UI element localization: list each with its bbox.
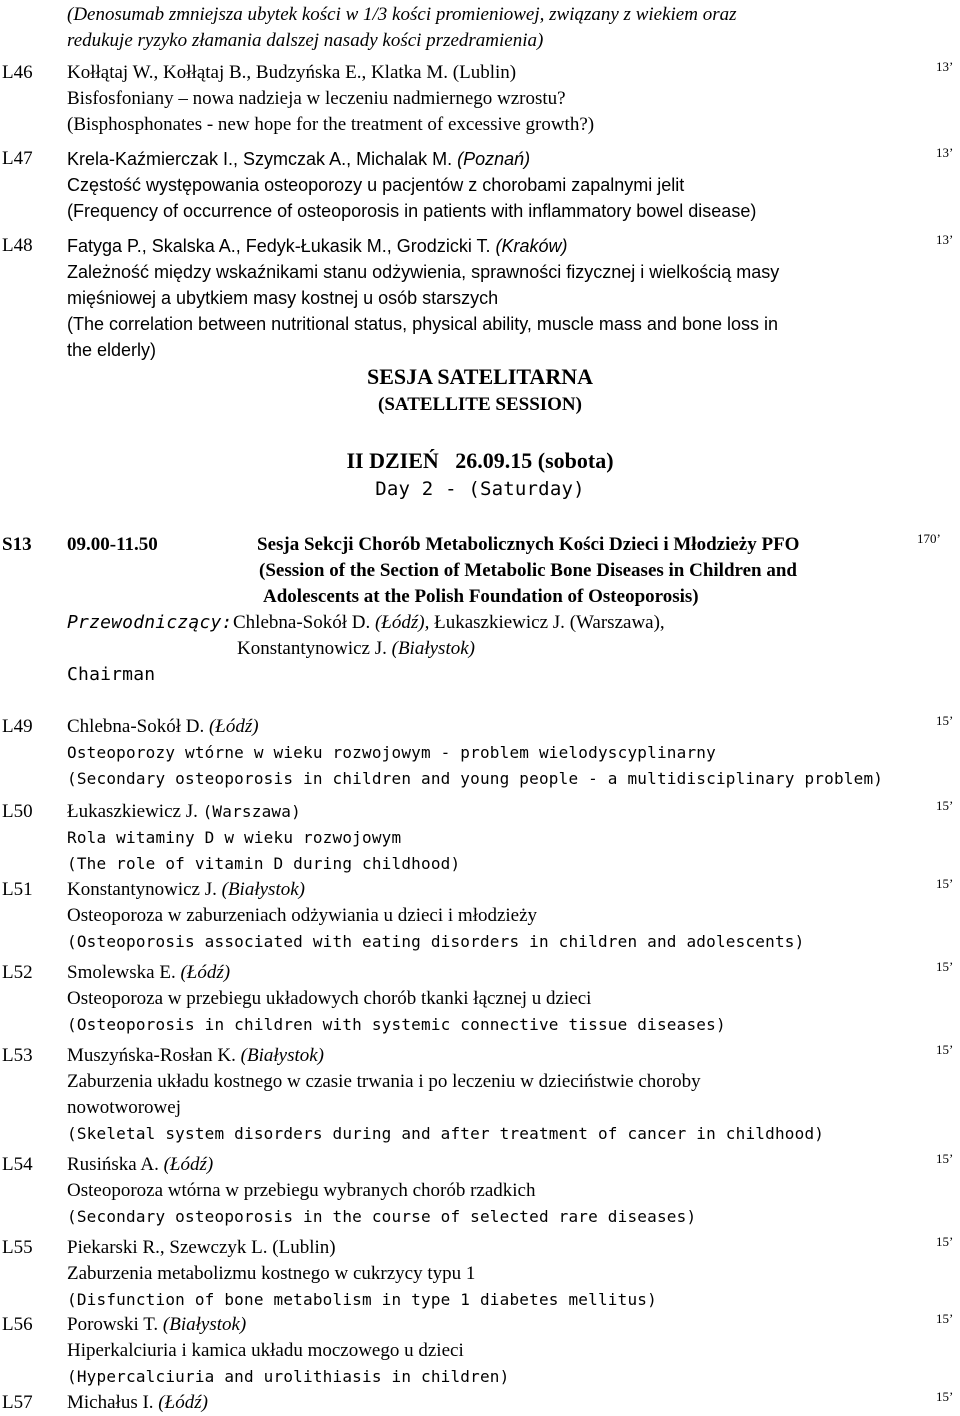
city-text: (Łódź)	[180, 962, 231, 983]
day-title: II DZIEŃ 26.09.15 (sobota)	[346, 448, 614, 473]
city-text: (Białystok)	[221, 879, 305, 900]
lecture-duration: 15’	[936, 1151, 954, 1166]
chair-name: Chlebna-Sokół D.	[233, 612, 371, 633]
lecture-title-pl: Częstość występowania osteoporozy u pacjentów z chorobami zapalnymi jelit	[67, 175, 685, 195]
lecture-title-pl: Osteoporoza w przebiegu układowych chorób tkanki łącznej u dzieci	[67, 988, 592, 1009]
lecture-authors	[67, 60, 516, 86]
lecture-authors	[67, 1312, 246, 1338]
lecture-duration: 15’	[936, 876, 954, 891]
lecture-code: L53	[2, 1045, 33, 1066]
authors-text: Kołłątaj W., Kołłątaj B., Budzyńska E., Klatka M.	[67, 62, 449, 83]
lecture-title-pl-1: Zależność między wskaźnikami stanu odżywienia, sprawności fizycznej i wielkością masy	[67, 262, 780, 282]
city-text: (Łódź)	[208, 716, 259, 737]
lecture-title-en: (Secondary osteoporosis in the course of selected rare diseases)	[67, 1207, 697, 1226]
lecture-authors	[67, 1043, 324, 1069]
chair-city: (Łódź),	[374, 612, 430, 633]
chair-name: Łukaszkiewicz J.	[434, 612, 565, 633]
city-text: (Warszawa)	[202, 802, 301, 821]
lecture-title-en: (The role of vitamin D during childhood)	[67, 854, 461, 873]
intro-line-1: (Denosumab zmniejsza ubytek kości w 1/3 kości promieniowej, związany z wiekiem oraz	[67, 4, 737, 25]
authors-text: Michałus I.	[67, 1392, 154, 1413]
authors-text: Łukaszkiewicz J.	[67, 801, 198, 822]
lecture-authors	[67, 1235, 336, 1261]
lecture-title-en: (Frequency of occurrence of osteoporosis in patients with inflammatory bowel disease)	[67, 201, 757, 221]
chair-name: Konstantynowicz J.	[237, 638, 387, 659]
lecture-authors	[67, 233, 568, 259]
lecture-code: L52	[2, 962, 33, 983]
authors-text: Chlebna-Sokół D.	[67, 716, 205, 737]
day-subtitle: Day 2 - (Saturday)	[375, 478, 585, 500]
lecture-duration: 15’	[936, 798, 954, 813]
lecture-authors	[67, 714, 259, 740]
session-time: 09.00-11.50	[67, 534, 158, 555]
lecture-code: L51	[2, 879, 33, 900]
session-title-en-1: (Session of the Section of Metabolic Bone Diseases in Children and	[259, 560, 798, 581]
lecture-title-en-2: the elderly)	[67, 340, 157, 360]
satellite-title: SESJA SATELITARNA	[367, 364, 593, 389]
city-text: (Lublin)	[452, 62, 517, 83]
authors-text: Krela-Kaźmierczak I., Szymczak A., Michalak M.	[67, 149, 453, 169]
authors-text: Muszyńska-Rosłan K.	[67, 1045, 236, 1066]
intro-line-2: redukuje ryzyko złamania dalszej nasady kości przedramienia)	[67, 30, 544, 51]
lecture-title-pl: Zaburzenia metabolizmu kostnego w cukrzycy typu 1	[67, 1263, 476, 1284]
lecture-title-pl: Osteoporoza wtórna w przebiegu wybranych chorób rzadkich	[67, 1180, 536, 1201]
lecture-title-pl: Osteoporoza w zaburzeniach odżywiania u dzieci i młodzieży	[67, 905, 538, 926]
lecture-title-pl: Rola witaminy D w wieku rozwojowym	[67, 828, 402, 847]
lecture-title-pl: Hiperkalciuria i kamica układu moczowego u dzieci	[67, 1340, 464, 1361]
lecture-code: L55	[2, 1237, 33, 1258]
lecture-code: L49	[2, 716, 33, 737]
lecture-duration: 15’	[936, 1311, 954, 1326]
lecture-code: L46	[2, 62, 33, 83]
lecture-title-en-1: (The correlation between nutritional status, physical ability, muscle mass and bone loss in	[67, 314, 779, 334]
city-text: (Łódź)	[158, 1392, 208, 1413]
authors-text: Fatyga P., Skalska A., Fedyk-Łukasik M., Grodzicki T.	[67, 236, 491, 256]
lecture-authors	[67, 1152, 213, 1178]
authors-text: Porowski T.	[67, 1314, 159, 1335]
lecture-authors	[67, 877, 305, 903]
chair-line-2	[237, 636, 475, 662]
chair-city: (Białystok)	[391, 638, 475, 659]
authors-text: Konstantynowicz J.	[67, 879, 217, 900]
lecture-title-en: (Osteoporosis in children with systemic connective tissue diseases)	[67, 1015, 726, 1034]
lecture-title-pl-2: mięśniowej a ubytkiem masy kostnej u osób starszych	[67, 288, 499, 308]
lecture-duration: 15’	[936, 1042, 954, 1057]
city-text: (Lublin)	[272, 1237, 336, 1258]
city-text: (Białystok)	[162, 1314, 247, 1335]
city-text: (Poznań)	[457, 149, 531, 169]
city-text: (Łódź)	[163, 1154, 214, 1175]
city-text: (Białystok)	[240, 1045, 324, 1066]
city-text: (Kraków)	[495, 236, 568, 256]
lecture-title-en: (Skeletal system disorders during and after treatment of cancer in childhood)	[67, 1124, 825, 1143]
lecture-duration: 15’	[936, 1234, 954, 1249]
lecture-code: L54	[2, 1154, 33, 1175]
lecture-duration: 15’	[936, 713, 954, 728]
chair-line-1	[233, 610, 665, 636]
lecture-code: L48	[2, 235, 33, 256]
lecture-title-en: (Osteoporosis associated with eating disorders in children and adolescents)	[67, 932, 805, 951]
lecture-code: L50	[2, 801, 33, 822]
lecture-title-pl: Bisfosfoniany – nowa nadzieja w leczeniu nadmiernego wzrostu?	[67, 88, 566, 109]
lecture-authors	[67, 1390, 208, 1416]
lecture-title-pl-1: Zaburzenia układu kostnego w czasie trwania i po leczeniu w dzieciństwie choroby	[67, 1071, 701, 1092]
lecture-duration: 13’	[936, 232, 954, 247]
lecture-authors	[67, 960, 230, 986]
lecture-duration: 15’	[936, 959, 954, 974]
lecture-code: L47	[2, 148, 33, 169]
lecture-authors	[67, 799, 301, 825]
lecture-title-pl: Osteoporozy wtórne w wieku rozwojowym - problem wielodyscyplinarny	[67, 743, 716, 762]
session-code: S13	[2, 534, 32, 555]
lecture-code: L57	[2, 1392, 33, 1413]
chairman-label: Chairman	[67, 664, 156, 685]
lecture-duration: 13’	[936, 59, 954, 74]
lecture-title-en: (Disfunction of bone metabolism in type 1 diabetes mellitus)	[67, 1290, 657, 1309]
chair-label: Przewodniczący:	[67, 612, 233, 633]
lecture-title-en: (Hypercalciuria and urolithiasis in children)	[67, 1367, 510, 1386]
lecture-title-pl-2: nowotworowej	[67, 1097, 181, 1118]
session-title-en-2: Adolescents at the Polish Foundation of Osteoporosis)	[263, 586, 699, 607]
lecture-code: L56	[2, 1314, 33, 1335]
authors-text: Smolewska E.	[67, 962, 176, 983]
authors-text: Piekarski R., Szewczyk L.	[67, 1237, 268, 1258]
lecture-duration: 13’	[936, 145, 954, 160]
lecture-duration: 15’	[936, 1389, 954, 1404]
chair-city: (Warszawa),	[569, 612, 665, 633]
authors-text: Rusińska A.	[67, 1154, 159, 1175]
satellite-subtitle: (SATELLITE SESSION)	[378, 394, 582, 415]
session-duration: 170’	[917, 531, 941, 546]
lecture-authors	[67, 146, 530, 172]
lecture-title-en: (Bisphosphonates - new hope for the treatment of excessive growth?)	[67, 114, 595, 135]
lecture-title-en: (Secondary osteoporosis in children and young people - a multidisciplinary problem)	[67, 769, 884, 788]
session-title-pl: Sesja Sekcji Chorób Metabolicznych Kości Dzieci i Młodzieży PFO	[257, 534, 800, 555]
